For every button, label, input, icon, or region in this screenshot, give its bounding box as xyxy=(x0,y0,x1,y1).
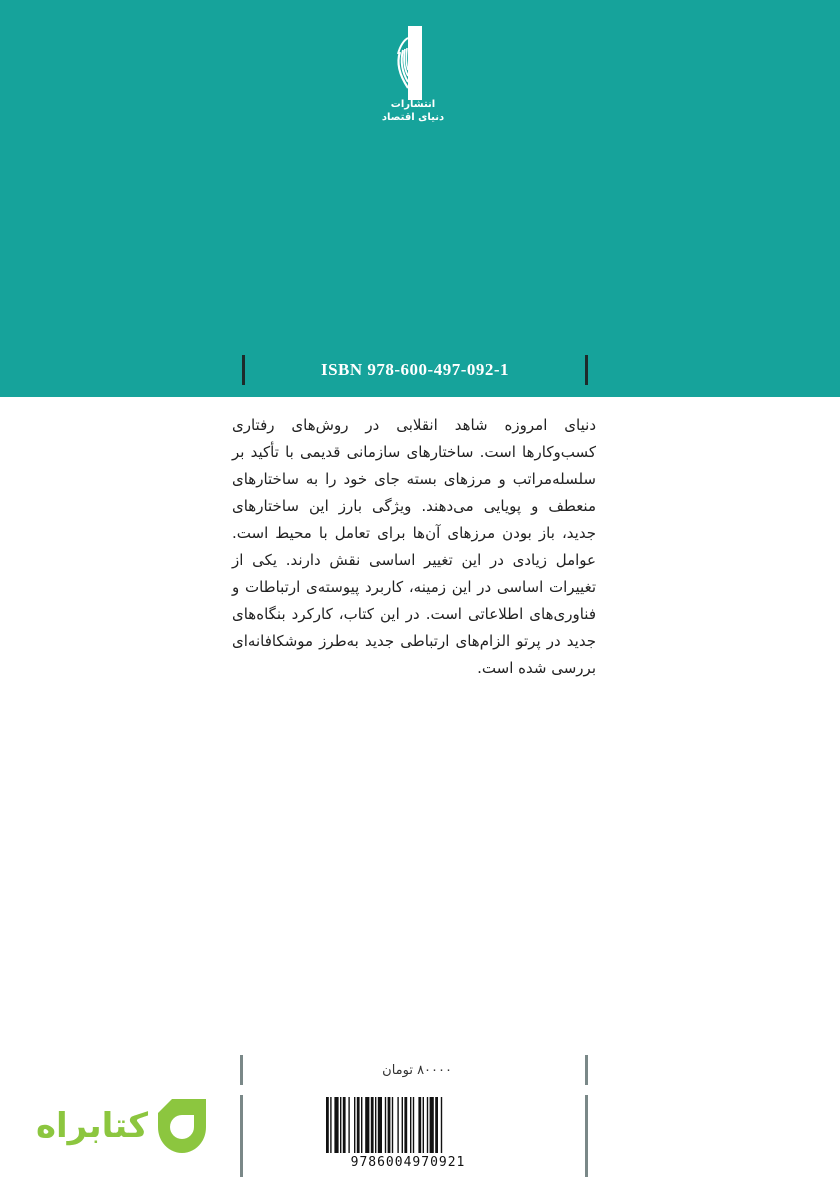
publisher-name-line1: انتشارات xyxy=(390,99,436,110)
barcode-digits: 9786004970921 xyxy=(318,1155,498,1170)
isbn: ISBN 978-600-497-092-1 xyxy=(320,360,510,379)
publisher-name xyxy=(368,98,458,124)
publisher-name-line2: دنیای اقتصاد xyxy=(381,112,445,123)
price: ۸۰۰۰۰ تومان xyxy=(382,1063,452,1078)
barcode-right-rule xyxy=(585,1095,588,1177)
store-name: کتابراه xyxy=(35,1106,148,1146)
isbn-row xyxy=(242,355,588,385)
price-right-rule xyxy=(585,1055,588,1085)
ketabrah-logo-icon xyxy=(152,1093,212,1157)
back-cover-blurb: دنیای امروزه شاهد انقلابی در روش‌های رفتاری کسب‌وکارها است. ساختارهای سازمانی قدیمی با تأکید بر سلسله‌مراتب و مرزهای بسته جای خود را به ساختارهای منعطف و پویایی می‌دهند. ویژگی بارز این ساختارهای جدید، باز بودن مرزهای آن‌ها برای تعامل با محیط است. عوامل زیادی در این تغییر اساسی نقش دارند. یکی از تغییرات اساسی در این زمینه، کاربرد پیوسته‌ی ارتباطات و فناوری‌های اطلاعاتی است. در این کتاب، کارکرد بنگاه‌های جدید در پرتو الزام‌های ارتباطی جدید به‌طرز موشکافانه‌ای بررسی شده است. xyxy=(232,416,596,677)
price-left-rule xyxy=(240,1055,243,1085)
isbn-right-rule xyxy=(585,355,588,385)
barcode-left-rule xyxy=(240,1095,243,1177)
